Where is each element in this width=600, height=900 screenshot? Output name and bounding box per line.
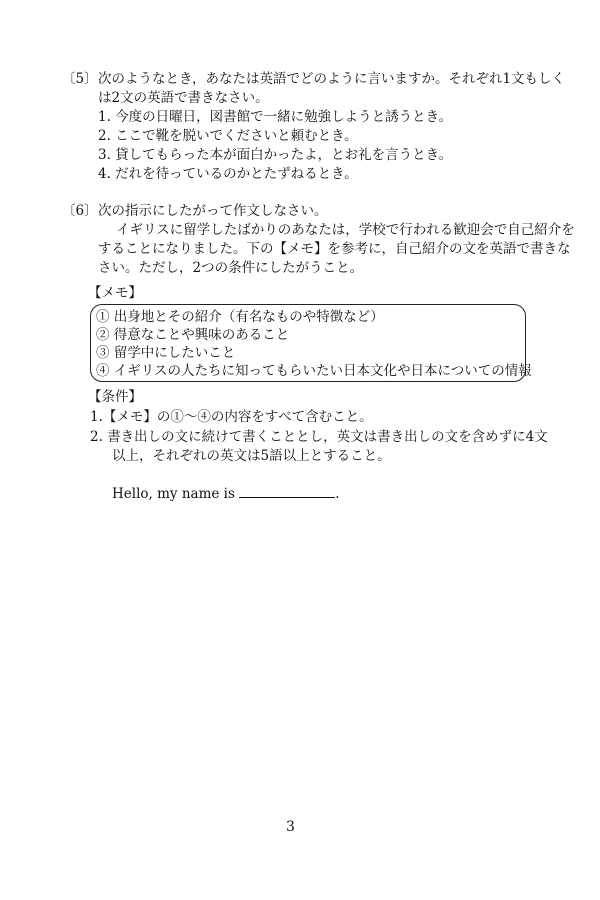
q5-item-4: 4. だれを待っているのかとたずねるとき。 [98,166,358,182]
memo-item-2: ② 得意なことや興味のあること [96,327,290,343]
q6-body-line1: イギリスに留学したばかりのあなたは，学校で行われる歓迎会で自己紹介を [116,222,575,238]
q5-instruction-line2: は2文の英語で書きなさい。 [98,90,269,106]
q5-item-1: 1. 今度の日曜日，図書館で一緒に勉強しようと誘うとき。 [98,109,453,125]
condition-2-cont: 以上，それぞれの英文は5語以上とすること。 [112,448,391,464]
starter-suffix: . [335,486,340,502]
q5-item-2: 2. ここで靴を脱いでくださいと頼むとき。 [98,128,358,144]
memo-item-3: ③ 留学中にしたいこと [96,345,236,361]
memo-title: 【メモ】 [88,285,142,301]
condition-2: 2. 書き出しの文に続けて書くこととし，英文は書き出しの文を含めずに4文 [90,429,548,445]
conditions-title: 【条件】 [88,389,142,405]
starter-prefix: Hello, my name is [112,486,235,502]
condition-1: 1.【メモ】の①～④の内容をすべて含むこと。 [90,409,373,425]
memo-item-4: ④ イギリスの人たちに知ってもらいたい日本文化や日本についての情報 [96,363,532,379]
q6-body-line2: することになりました。下の【メモ】を参考に，自己紹介の文を英語で書きな [98,241,571,257]
q6-instruction: 次の指示にしたがって作文しなさい。 [98,203,328,219]
q5-instruction-line1: 次のようなとき，あなたは英語でどのように言いますか。それぞれ1文もしく [98,71,566,87]
page-number: 3 [286,819,295,835]
q5-item-3: 3. 貸してもらった本が面白かったよ，とお礼を言うとき。 [98,147,453,163]
name-blank [239,484,335,498]
starter-sentence [112,484,340,503]
q6-number: 〔6〕 [62,203,98,219]
q5-number: 〔5〕 [62,71,98,87]
memo-item-1: ① 出身地とその紹介（有名なものや特徴など） [96,309,384,325]
q6-body-line3: さい。ただし，2つの条件にしたがうこと。 [98,260,364,276]
